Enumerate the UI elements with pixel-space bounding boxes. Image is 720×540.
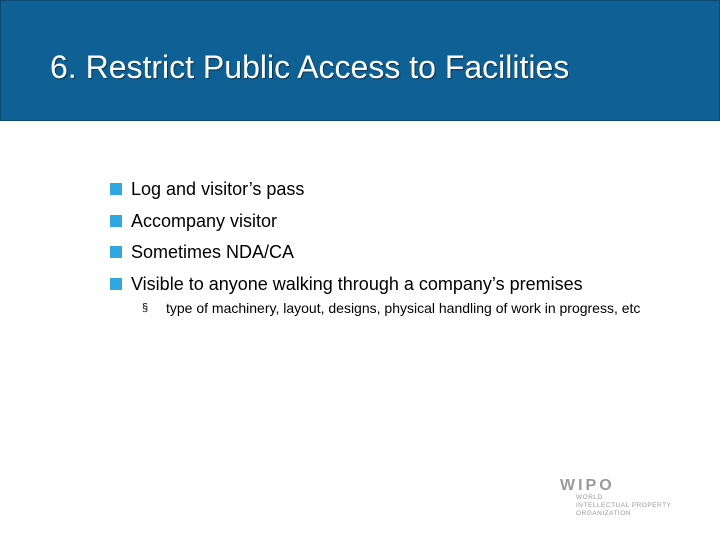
bullet-item bbox=[109, 178, 669, 210]
wipo-logo bbox=[560, 478, 671, 518]
bullet-text: Sometimes NDA/CA bbox=[131, 242, 295, 262]
logo-line-2: INTELLECTUAL PROPERTY bbox=[576, 502, 672, 509]
logo-wordmark: WIPO bbox=[560, 477, 615, 494]
logo-line-1: WORLD bbox=[576, 494, 603, 501]
square-bullet-icon bbox=[110, 215, 122, 227]
square-bullet-icon bbox=[110, 278, 122, 290]
bullet-text: Visible to anyone walking through a company’s premises bbox=[131, 273, 583, 294]
section-sign-icon: § bbox=[142, 302, 149, 314]
slide-title: 6. Restrict Public Access to Facilities bbox=[50, 49, 570, 85]
square-bullet-icon bbox=[110, 246, 122, 258]
bullet-text: Accompany visitor bbox=[131, 210, 278, 231]
bullet-item bbox=[109, 241, 669, 273]
bullet-list bbox=[109, 178, 669, 319]
sub-bullet-text: type of machinery, layout, designs, physical handling of work in progress, etc bbox=[166, 300, 641, 316]
title-bar bbox=[0, 0, 720, 121]
bullet-text: Log and visitor’s pass bbox=[131, 179, 305, 199]
square-bullet-icon bbox=[110, 183, 122, 195]
bullet-item bbox=[109, 210, 669, 242]
sub-bullet-item bbox=[109, 298, 646, 319]
logo-line-3: ORGANIZATION bbox=[576, 510, 631, 517]
